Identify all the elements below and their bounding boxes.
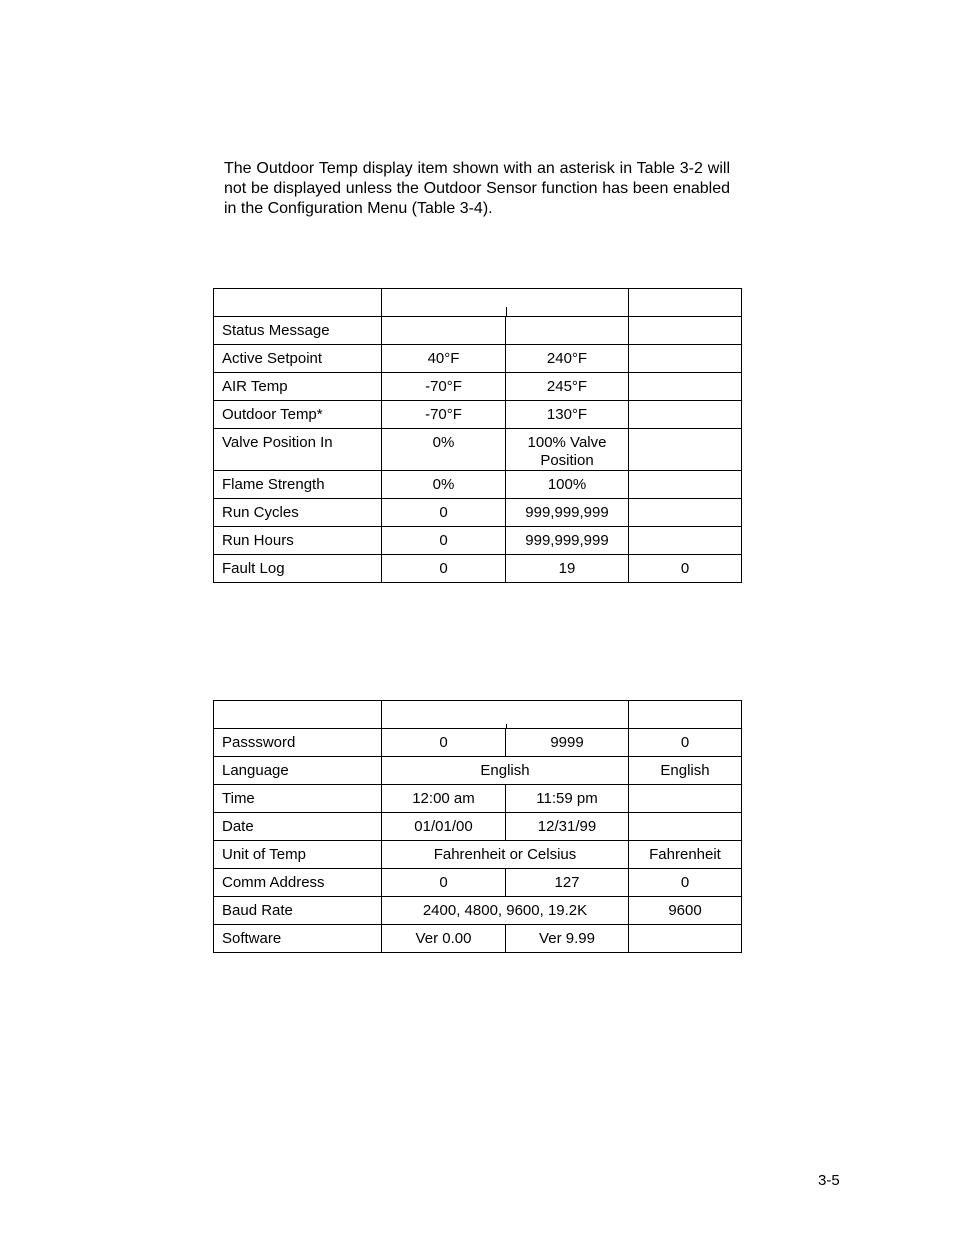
row-max-value: 999,999,999 xyxy=(506,527,629,555)
row-default-value: 9600 xyxy=(629,897,742,925)
row-min-value: 0 xyxy=(382,555,506,583)
row-default-value xyxy=(629,527,742,555)
row-range-value: Fahrenheit or Celsius xyxy=(382,841,629,869)
row-max-value: 240°F xyxy=(506,345,629,373)
row-max-value: 999,999,999 xyxy=(506,499,629,527)
row-item-label: Comm Address xyxy=(214,869,382,897)
row-min-value: 01/01/00 xyxy=(382,813,506,841)
header-cell-item xyxy=(214,289,382,317)
row-max-value: 100% Valve Position xyxy=(506,429,629,471)
row-default-value xyxy=(629,925,742,953)
table-row xyxy=(214,401,742,429)
table-row xyxy=(214,471,742,499)
row-min-value: 0% xyxy=(382,429,506,471)
row-default-value xyxy=(629,813,742,841)
row-min-value: 12:00 am xyxy=(382,785,506,813)
row-item-label: Fault Log xyxy=(214,555,382,583)
row-item-label: Valve Position In xyxy=(214,429,382,471)
row-max-value: Ver 9.99 xyxy=(506,925,629,953)
row-min-value: -70°F xyxy=(382,401,506,429)
row-item-label: Run Cycles xyxy=(214,499,382,527)
row-max-value: 9999 xyxy=(506,729,629,757)
table-row xyxy=(214,555,742,583)
header-cell-range xyxy=(382,701,629,729)
page-number: 3-5 xyxy=(818,1172,840,1189)
row-item-label: Language xyxy=(214,757,382,785)
operating-menu-table xyxy=(213,288,742,583)
row-default-value xyxy=(629,785,742,813)
row-max-value: 19 xyxy=(506,555,629,583)
table-row xyxy=(214,925,742,953)
row-default-value xyxy=(629,471,742,499)
row-default-value xyxy=(629,429,742,471)
row-item-label: Baud Rate xyxy=(214,897,382,925)
setup-menu-table xyxy=(213,700,742,953)
row-item-label: Software xyxy=(214,925,382,953)
row-default-value: Fahrenheit xyxy=(629,841,742,869)
table-row xyxy=(214,841,742,869)
row-item-label: Active Setpoint xyxy=(214,345,382,373)
row-min-value: 40°F xyxy=(382,345,506,373)
row-item-label: AIR Temp xyxy=(214,373,382,401)
row-item-label: Flame Strength xyxy=(214,471,382,499)
table-row xyxy=(214,897,742,925)
row-item-label: Unit of Temp xyxy=(214,841,382,869)
note-paragraph: The Outdoor Temp display item shown with an asterisk in Table 3-2 will not be displayed unless the Outdoor Sensor function has been enabled in the Configuration Menu (Table 3-4). xyxy=(224,160,730,217)
row-item-label: Time xyxy=(214,785,382,813)
row-min-value: 0 xyxy=(382,499,506,527)
table-row xyxy=(214,429,742,471)
table-row xyxy=(214,729,742,757)
row-min-value: 0 xyxy=(382,527,506,555)
row-default-value xyxy=(629,401,742,429)
row-item-label: Passsword xyxy=(214,729,382,757)
table-row xyxy=(214,527,742,555)
header-cell-range xyxy=(382,289,629,317)
row-default-value: 0 xyxy=(629,555,742,583)
header-cell-item xyxy=(214,701,382,729)
row-default-value: English xyxy=(629,757,742,785)
row-max-value: 127 xyxy=(506,869,629,897)
table-row xyxy=(214,869,742,897)
row-default-value: 0 xyxy=(629,729,742,757)
header-cell-default xyxy=(629,289,742,317)
row-min-value xyxy=(382,317,506,345)
header-cell-default xyxy=(629,701,742,729)
table-row xyxy=(214,499,742,527)
row-min-value: 0 xyxy=(382,869,506,897)
row-max-value: 245°F xyxy=(506,373,629,401)
row-item-label: Outdoor Temp* xyxy=(214,401,382,429)
row-range-value: 2400, 4800, 9600, 19.2K xyxy=(382,897,629,925)
row-min-value: 0% xyxy=(382,471,506,499)
row-default-value xyxy=(629,345,742,373)
row-max-value: 100% xyxy=(506,471,629,499)
table-row xyxy=(214,813,742,841)
row-min-value: 0 xyxy=(382,729,506,757)
row-item-label: Date xyxy=(214,813,382,841)
table-row xyxy=(214,785,742,813)
row-min-value: -70°F xyxy=(382,373,506,401)
table-row xyxy=(214,373,742,401)
row-max-value: 12/31/99 xyxy=(506,813,629,841)
table-header-row xyxy=(214,289,742,317)
row-item-label: Status Message xyxy=(214,317,382,345)
row-max-value xyxy=(506,317,629,345)
row-default-value xyxy=(629,373,742,401)
row-min-value: Ver 0.00 xyxy=(382,925,506,953)
table-row xyxy=(214,757,742,785)
table-row xyxy=(214,345,742,373)
row-range-value: English xyxy=(382,757,629,785)
row-default-value: 0 xyxy=(629,869,742,897)
table-header-row xyxy=(214,701,742,729)
row-max-value: 11:59 pm xyxy=(506,785,629,813)
row-max-value: 130°F xyxy=(506,401,629,429)
row-item-label: Run Hours xyxy=(214,527,382,555)
table-row xyxy=(214,317,742,345)
row-default-value xyxy=(629,499,742,527)
row-default-value xyxy=(629,317,742,345)
